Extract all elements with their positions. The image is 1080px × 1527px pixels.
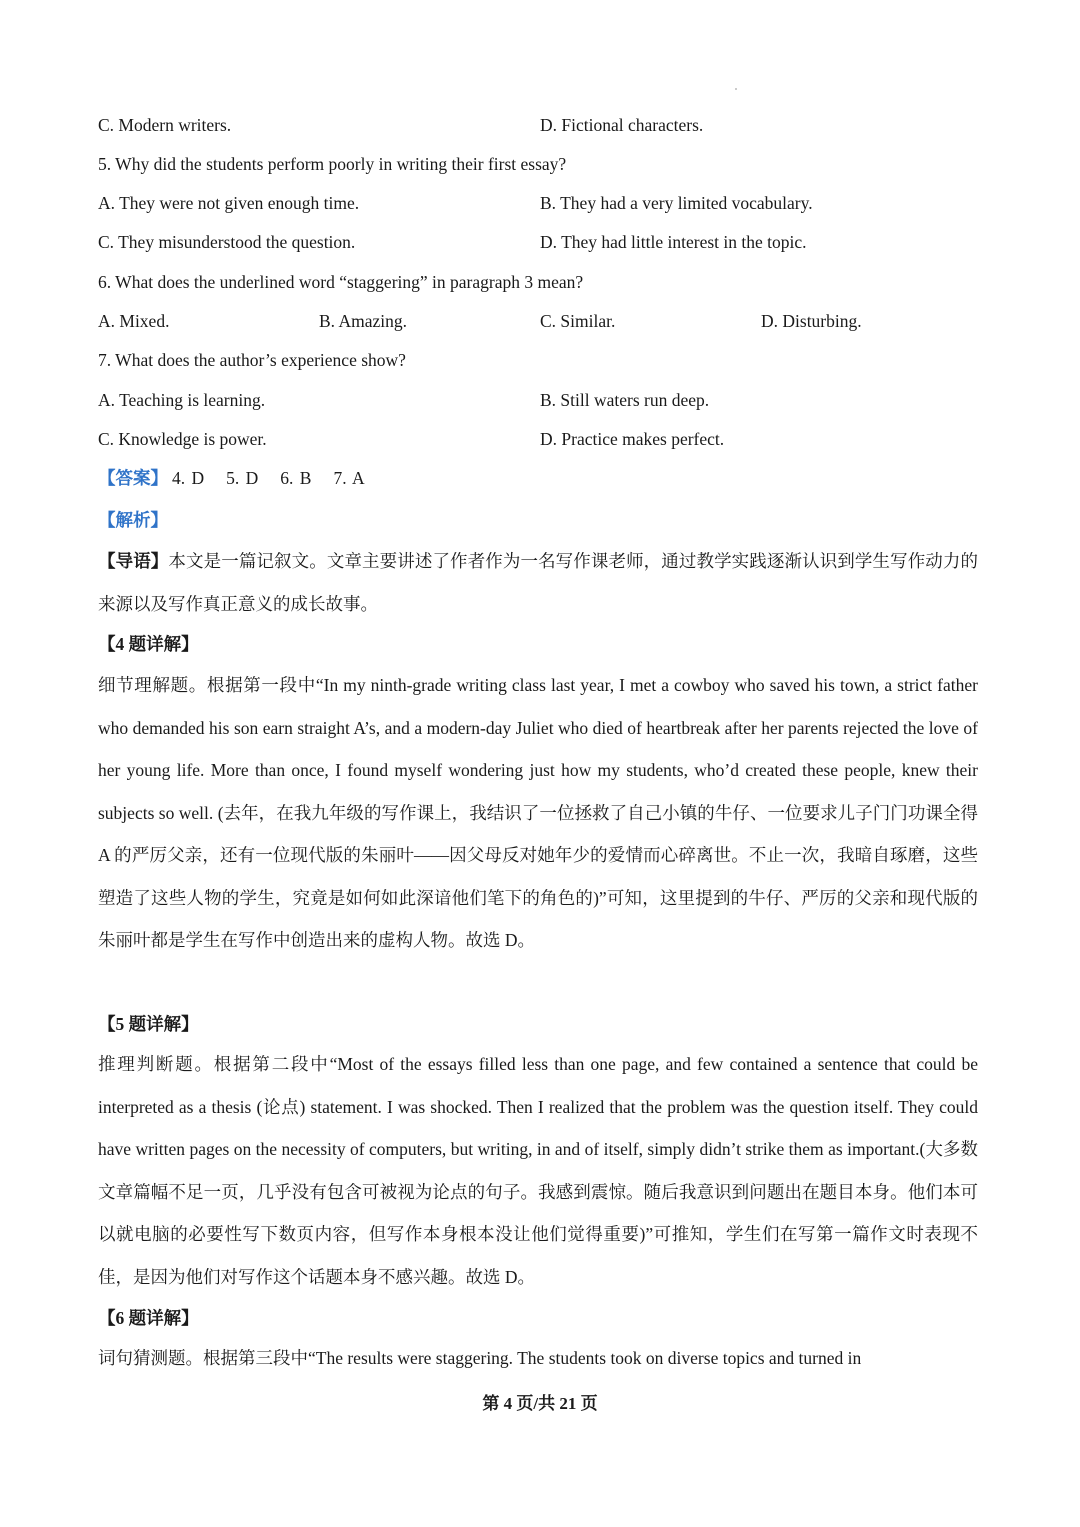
answer-key-4: 4. D <box>172 468 205 488</box>
q5-stem: 5. Why did the students perform poorly in writing their first essay? <box>98 154 567 174</box>
answer-row <box>98 466 387 490</box>
q5-option-d: D. They had little interest in the topic. <box>540 232 807 252</box>
q4-detail-heading: 【4 题详解】 <box>98 634 199 654</box>
q6-option-b: B. Amazing. <box>319 311 407 331</box>
q7-stem: 7. What does the author’s experience show? <box>98 350 406 370</box>
q5-option-c: C. They misunderstood the question. <box>98 232 356 252</box>
answer-key-7: 7. A <box>333 468 365 488</box>
q5-option-a: A. They were not given enough time. <box>98 193 360 213</box>
q7-option-b: B. Still waters run deep. <box>540 390 710 410</box>
q4-detail-text: 细节理解题。根据第一段中“In my ninth-grade writing class last year, I met a cowboy who saved his town, a strict father who demanded his son earn straight A’s, and a modern-day Juliet who died of heartbreak after her parents rejected the love of her young life. More than once, I found myself wondering just how my students, who’d created these people, knew their subjects so well. (去年，在我九年级的写作课上，我结识了一位拯救了自己小镇的牛仔、一位要求儿子门门功课全得 A 的严厉父亲，还有一位现代版的朱丽叶——因父母反对她年少的爱情而心碎离世。不止一次，我暗自琢磨，这些塑造了这些人物的学生，究竟是如何如此深谙他们笔下的角色的)”可知，这里提到的牛仔、严厉的父亲和现代版的朱丽叶都是学生在写作中创造出来的虚构人物。故选 D。 <box>98 675 978 950</box>
answer-label: 【答案】 <box>98 468 168 488</box>
intro-paragraph <box>98 540 978 625</box>
page-footer: 第 4 页/共 21 页 <box>482 1394 598 1413</box>
q5-option-b: B. They had a very limited vocabulary. <box>540 193 813 213</box>
q7-option-d: D. Practice makes perfect. <box>540 429 725 449</box>
q6-option-c: C. Similar. <box>540 311 616 331</box>
q6-detail-heading: 【6 题详解】 <box>98 1308 199 1328</box>
q6-option-a: A. Mixed. <box>98 311 170 331</box>
q7-option-c: C. Knowledge is power. <box>98 429 267 449</box>
intro-label: 【导语】 <box>98 551 169 571</box>
q4-option-d: D. Fictional characters. <box>540 115 704 135</box>
answer-key-5: 5. D <box>226 468 259 488</box>
q6-option-d: D. Disturbing. <box>761 311 862 331</box>
q5-detail-heading: 【5 题详解】 <box>98 1014 199 1034</box>
q7-option-a: A. Teaching is learning. <box>98 390 266 410</box>
analysis-label: 【解析】 <box>98 510 168 530</box>
q5-detail-text: 推理判断题。根据第二段中“Most of the essays filled less than one page, and few contained a sentence that could be interpreted as a thesis (论点) statement. I was shocked. Then I realized that the problem was the question itself. They could have written pages on the necessity of computers, but writing, in and of itself, simply didn’t strike them as important.(大多数文章篇幅不足一页，几乎没有包含可被视为论点的句子。我感到震惊。随后我意识到问题出在题目本身。他们本可以就电脑的必要性写下数页内容，但写作本身根本没让他们觉得重要)”可推知，学生们在写第一篇作文时表现不佳，是因为他们对写作这个话题本身不感兴趣。故选 D。 <box>98 1054 978 1287</box>
q6-detail-text: 词句猜测题。根据第三段中“The results were staggering. The students took on diverse topics and turned in <box>98 1348 862 1368</box>
intro-text: 本文是一篇记叙文。文章主要讲述了作者作为一名写作课老师，通过教学实践逐渐认识到学生写作动力的来源以及写作真正意义的成长故事。 <box>98 551 979 614</box>
q4-option-c: C. Modern writers. <box>98 115 232 135</box>
q6-stem: 6. What does the underlined word “staggering” in paragraph 3 mean? <box>98 272 584 292</box>
scan-speck <box>735 88 737 90</box>
answer-key-6: 6. B <box>280 468 312 488</box>
